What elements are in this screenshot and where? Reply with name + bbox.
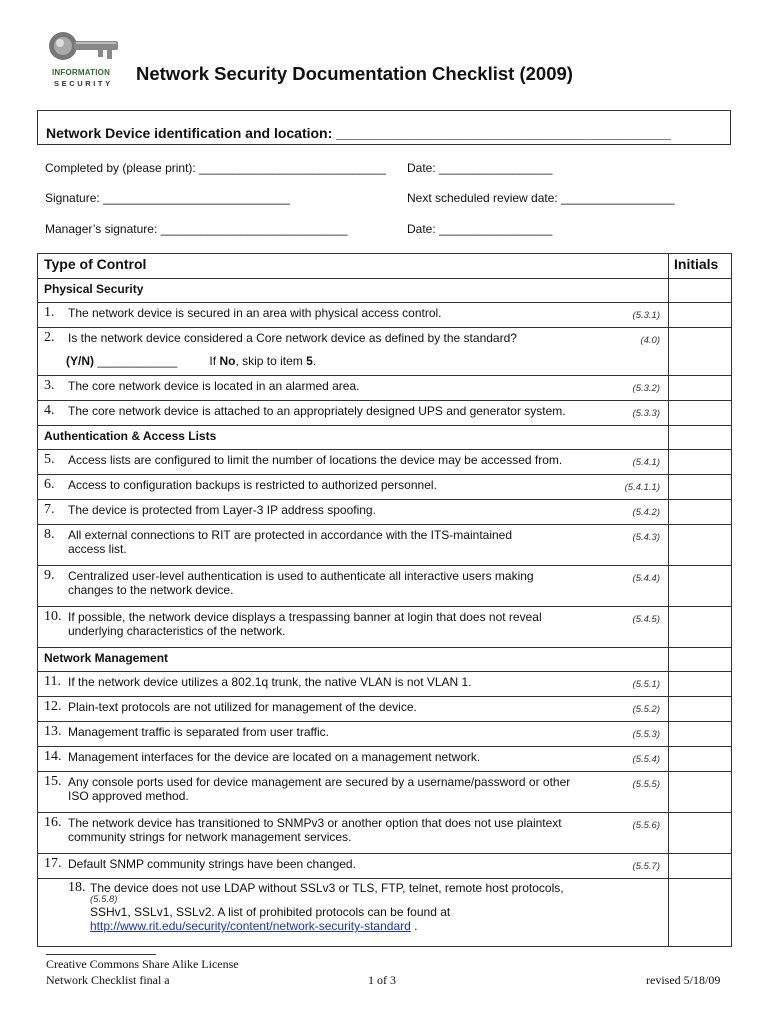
control-item [38,525,669,566]
manager-date-field[interactable]: Date: _________________ [407,222,553,236]
initials-cell[interactable] [669,401,732,426]
date-field[interactable]: Date: _________________ [407,161,553,175]
item-number: 7. [44,502,55,517]
item-text: Default SNMP community strings have been changed. [68,857,356,871]
table-row [38,566,732,607]
standard-reference: (5.4.3) [632,532,660,543]
standard-reference: (5.4.1.1) [624,482,660,493]
initials-cell[interactable] [669,475,732,500]
section-authentication-access-lists: Authentication & Access Lists [38,426,669,450]
manager-signature-field[interactable]: Manager’s signature: ____________________________ [45,222,348,236]
item-text: Is the network device considered a Core network device as defined by the standard? [68,331,517,345]
item-text: The device does not use LDAP without SSLv3 or TLS, FTP, telnet, remote host protocols, [90,881,564,895]
table-row [38,672,732,697]
section-row [38,279,732,303]
control-item [38,328,669,376]
footer-license: Creative Commons Share Alike License [46,957,239,971]
table-row [38,500,732,525]
table-header-row [38,254,732,279]
yn-label: (Y/N) [66,354,94,368]
control-item [38,722,669,747]
standard-reference: (5.5.3) [632,729,660,740]
completed-by-field[interactable]: Completed by (please print): ____________________________ [45,161,386,175]
standard-reference: (5.5.4) [632,754,660,765]
core-device-answer-line[interactable] [66,354,662,368]
initials-cell[interactable] [669,854,732,879]
table-row [38,525,732,566]
item-number: 17. [44,856,62,871]
device-identification-box [37,110,731,145]
information-security-logo [46,28,122,92]
control-item [38,813,669,854]
initials-cell[interactable] [669,672,732,697]
control-item [38,450,669,475]
item-text: The core network device is attached to an appropriately designed UPS and generator system. [68,404,566,418]
control-item [38,475,669,500]
item-text: The network device is secured in an area with physical access control. [68,306,442,320]
table-row [38,813,732,854]
control-item [38,879,669,947]
standard-reference: (5.5.6) [632,820,660,831]
initials-header: Initials [669,254,732,279]
skip-instruction: If No, skip to item 5. [209,354,317,368]
initials-cell[interactable] [669,879,732,947]
control-item [38,401,669,426]
item-text: Access to configuration backups is restricted to authorized personnel. [68,478,437,492]
item-text: If possible, the network device displays a trespassing banner at login that does not reveal underlying characteristics of the network. [68,610,542,638]
item-number: 12. [44,699,62,714]
table-row [38,747,732,772]
section-row [38,426,732,450]
control-item [38,672,669,697]
table-row [38,303,732,328]
item-number: 2. [44,330,55,345]
initials-cell[interactable] [669,279,732,303]
standard-reference: (5.3.1) [632,310,660,321]
item-number: 16. [44,815,62,830]
standard-reference: (5.5.2) [632,704,660,715]
item-text: Management traffic is separated from user traffic. [68,725,330,739]
prohibited-protocols-line: http://www.rit.edu/security/content/network-security-standard . [90,919,418,933]
item-text: The core network device is located in an alarmed area. [68,379,360,393]
section-network-management: Network Management [38,648,669,672]
initials-cell[interactable] [669,328,732,376]
standard-reference: (5.4.4) [632,573,660,584]
item-text-continued: SSHv1, SSLv1, SSLv2. A list of prohibited protocols can be found at [90,905,451,919]
footer-document-name: Network Checklist final a [46,973,170,987]
initials-cell[interactable] [669,426,732,450]
footer-divider [46,954,156,955]
table-row [38,328,732,376]
item-number: 1. [44,305,55,320]
item-text: Any console ports used for device management are secured by a username/password or other ISO approved method. [68,775,571,803]
item-number: 18. [68,880,86,895]
yn-blank: ____________ [94,354,178,368]
initials-cell[interactable] [669,450,732,475]
table-row [38,607,732,648]
item-number: 11. [44,674,61,689]
initials-cell[interactable] [669,376,732,401]
document-title: Network Security Documentation Checklist (2009) [136,63,573,84]
key-icon [46,28,122,68]
initials-cell[interactable] [669,648,732,672]
prohibited-protocols-link[interactable]: http://www.rit.edu/security/content/network-security-standard [90,919,411,933]
next-review-date-field[interactable]: Next scheduled review date: _________________ [407,191,675,205]
initials-cell[interactable] [669,303,732,328]
item-text: All external connections to RIT are protected in accordance with the ITS-maintained access list. [68,528,513,556]
table-row [38,697,732,722]
item-text: Centralized user-level authentication is used to authenticate all interactive users making changes to the network device. [68,569,534,597]
section-row [38,648,732,672]
control-item [38,303,669,328]
footer-page-number: 1 of 3 [368,973,396,987]
item-text: Access lists are configured to limit the number of locations the device may be accessed from. [68,453,563,467]
item-number: 10. [44,609,62,624]
initials-cell[interactable] [669,772,732,813]
initials-cell[interactable] [669,566,732,607]
standard-reference: (5.4.2) [632,507,660,518]
footer-revised-date: revised 5/18/09 [646,973,721,987]
table-row [38,376,732,401]
item-text: The device is protected from Layer-3 IP address spoofing. [68,503,376,517]
table-row [38,772,732,813]
initials-cell[interactable] [669,813,732,854]
control-item [38,607,669,648]
initials-cell[interactable] [669,500,732,525]
table-row [38,879,732,947]
table-row [38,722,732,747]
standard-reference: (5.3.2) [632,383,660,394]
item-number: 5. [44,452,55,467]
initials-cell[interactable] [669,747,732,772]
initials-cell[interactable] [669,525,732,566]
standard-reference: (5.5.7) [632,861,660,872]
control-item [38,566,669,607]
table-row [38,475,732,500]
standard-reference: (5.5.8) [90,894,118,905]
standard-reference: (5.4.5) [632,614,660,625]
item-number: 14. [44,749,62,764]
standard-reference: (5.5.1) [632,679,660,690]
control-item [38,747,669,772]
initials-cell[interactable] [669,722,732,747]
item-text: The network device has transitioned to SNMPv3 or another option that does not use plaintext community strings for network management services. [68,816,562,844]
item-text: Management interfaces for the device are located on a management network. [68,750,481,764]
logo-word-security: SECURITY [54,79,113,88]
item-number: 4. [44,403,55,418]
item-number: 6. [44,477,55,492]
item-number: 9. [44,568,55,583]
initials-cell[interactable] [669,697,732,722]
item-text: If the network device utilizes a 802.1q trunk, the native VLAN is not VLAN 1. [68,675,472,689]
control-checklist-table [37,253,732,947]
control-item [38,772,669,813]
table-row [38,854,732,879]
control-item [38,697,669,722]
section-physical-security: Physical Security [38,279,669,303]
type-of-control-header: Type of Control [38,254,669,279]
item-text: Plain-text protocols are not utilized for management of the device. [68,700,417,714]
signature-field[interactable]: Signature: ____________________________ [45,191,290,205]
item-number: 3. [44,378,55,393]
standard-reference: (5.5.5) [632,779,660,790]
initials-cell[interactable] [669,607,732,648]
control-item [38,854,669,879]
logo-word-information: INFORMATION [52,68,111,77]
item-number: 15. [44,774,62,789]
control-item [38,376,669,401]
item-number: 13. [44,724,62,739]
device-identification-label: Network Device identification and location: ___________________________________________ [46,125,671,141]
table-row [38,401,732,426]
standard-reference: (5.3.3) [632,408,660,419]
control-item [38,500,669,525]
item-number: 8. [44,527,55,542]
standard-reference: (5.4.1) [632,457,660,468]
standard-reference: (4.0) [640,335,660,346]
table-row [38,450,732,475]
